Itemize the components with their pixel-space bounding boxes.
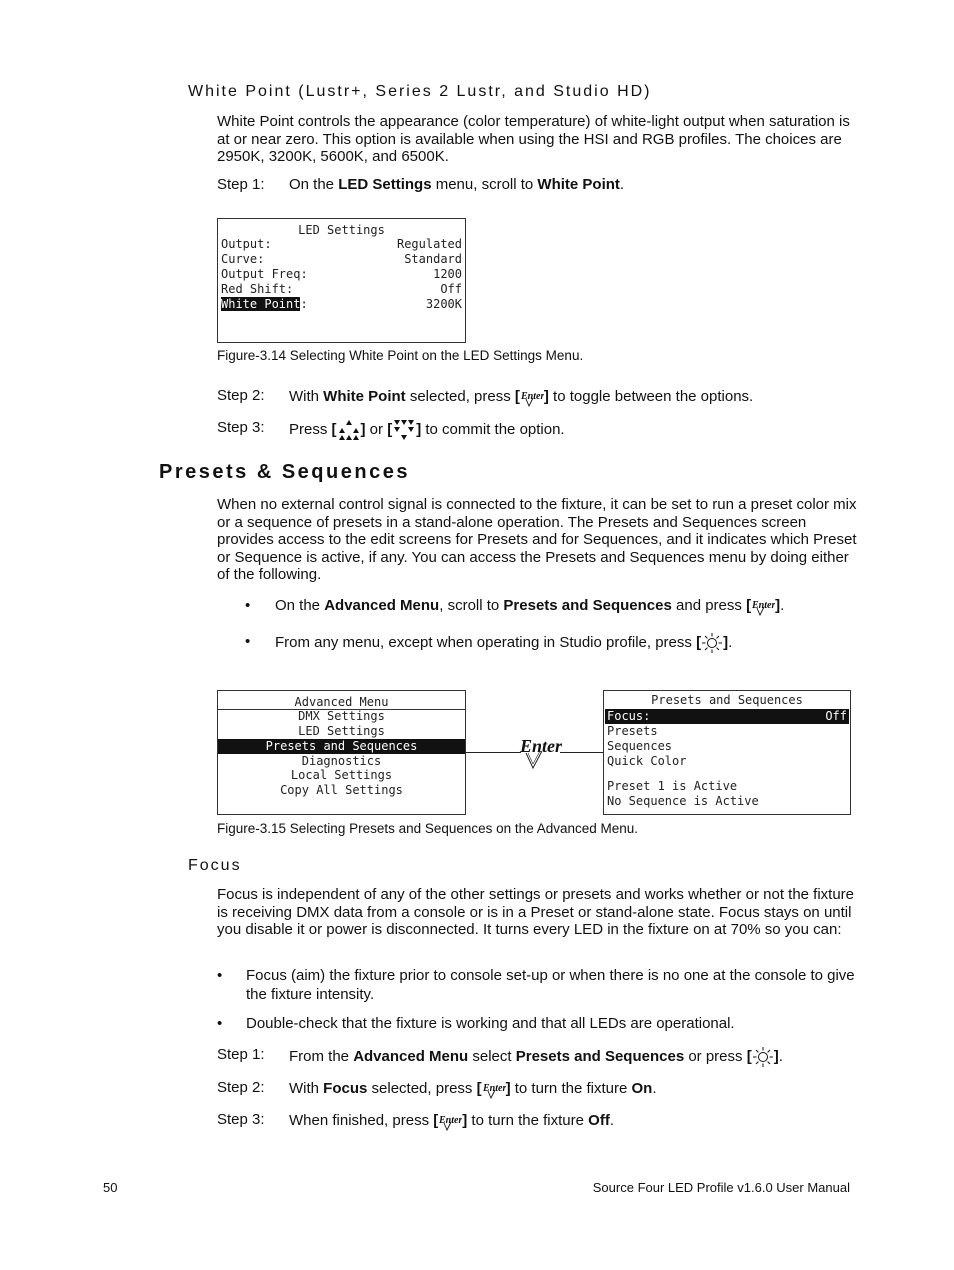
lcd-item-led-settings: LED Settings — [298, 724, 385, 738]
presets-sequences-heading: Presets & Sequences — [159, 461, 410, 483]
advanced-menu-lcd — [217, 690, 466, 815]
lcd-item-quick-color: Quick Color — [607, 754, 687, 768]
enter-key-icon — [520, 387, 544, 407]
bullet-text: Focus (aim) the fixture prior to console set-up or when there is no one at the console to give the fixture intensity. — [246, 967, 855, 1003]
focus-heading: Focus — [188, 857, 242, 874]
bullet-dot: • — [245, 597, 251, 614]
presets-bullet-1 — [245, 596, 855, 616]
focus-bullet-1 — [217, 966, 857, 1004]
focus-paragraph: Focus is independent of any of the other settings or presets and works whether or not the fixture is receiving DMX data from a console or is in a Preset or stand-alone state. Focus stays on until you disable it or power is disconnected. It turns every LED in the fixture on at 70% so you can: — [217, 886, 855, 939]
step-text: When finished, press [ Enter ] to turn the fixture Off. — [289, 1111, 614, 1131]
step-label: Step 1: — [217, 1046, 265, 1063]
svg-text:Enter: Enter — [520, 391, 544, 402]
bullet-dot: • — [245, 633, 251, 650]
enter-key-icon: Enter — [518, 736, 562, 770]
lcd-item-copy-all-settings: Copy All Settings — [280, 783, 403, 797]
presets-and-sequences-lcd — [603, 690, 851, 815]
step-label: Step 2: — [217, 1079, 265, 1096]
down-arrow-key-icon — [392, 419, 416, 441]
focus-step-3 — [217, 1111, 857, 1131]
manual-title: Source Four LED Profile v1.6.0 User Manual — [592, 1180, 850, 1195]
bullet-dot: • — [217, 967, 223, 984]
step-text: On the LED Settings menu, scroll to White Point. — [289, 176, 625, 193]
lcd-row-red-shift: Red Shift: Off — [221, 282, 462, 296]
white-point-step-3 — [217, 419, 857, 441]
step-text: From the Advanced Menu select Presets and Sequences or press [ ]. — [289, 1046, 783, 1068]
presets-bullet-2 — [245, 632, 855, 654]
enter-key-icon — [482, 1079, 506, 1099]
step-label: Step 3: — [217, 1111, 265, 1128]
lcd-status-preset: Preset 1 is Active — [607, 779, 738, 793]
enter-key-icon — [438, 1111, 462, 1131]
white-point-paragraph: White Point controls the appearance (color temperature) of white-light output when saturation is at or near zero. This option is available when using the HSI and RGB profiles. The choices are 2950K, 3200K, 5600K, and 6500K. — [217, 113, 850, 166]
lcd-row-focus: Focus: Off — [607, 709, 847, 723]
white-point-heading: White Point (Lustr+, Series 2 Lustr, and Studio HD) — [188, 83, 652, 100]
white-point-step-2 — [217, 387, 857, 407]
lcd-item-sequences: Sequences — [607, 739, 673, 753]
page-number: 50 — [103, 1180, 118, 1195]
highlighted-selection: White Point — [221, 297, 301, 311]
focus-bullet-2 — [217, 1014, 857, 1034]
lcd-status-sequence: No Sequence is Active — [607, 794, 759, 808]
led-settings-lcd — [217, 218, 466, 343]
lcd-title: Presets and Sequences — [651, 693, 803, 707]
lcd-row-output: Output: Regulated — [221, 237, 462, 251]
lcd-title: Advanced Menu — [294, 695, 389, 709]
connector-line-left — [466, 752, 521, 753]
focus-step-2 — [217, 1079, 857, 1099]
focus-step-1 — [217, 1046, 857, 1068]
lcd-row-output-freq: Output Freq: 1200 — [221, 267, 462, 281]
up-arrow-key-icon — [337, 419, 361, 441]
bullet-text: On the Advanced Menu, scroll to Presets and Sequences and press [ Enter ]. — [275, 596, 784, 616]
presets-paragraph: When no external control signal is connected to the fixture, it can be set to run a preset color mix or a sequence of presets in a stand-alone operation. The Presets and Sequences screen provides access to the edit screens for Presets and for Sequences, and it indicates which Preset or Sequence is active, if any. You can access the Presets and Sequences menu by doing either of the following. — [217, 496, 857, 584]
lcd-item-local-settings: Local Settings — [290, 768, 393, 782]
step-label: Step 3: — [217, 419, 265, 436]
lcd-item-presets-and-sequences: Presets and Sequences — [218, 739, 465, 754]
svg-text:Enter: Enter — [439, 1115, 463, 1126]
bullet-text: From any menu, except when operating in Studio profile, press [ ]. — [275, 632, 732, 654]
figure-3-14-caption: Figure-3.14 Selecting White Point on the LED Settings Menu. — [217, 348, 584, 363]
white-point-step-1 — [217, 176, 857, 194]
step-label: Step 1: — [217, 176, 265, 193]
focus-sun-key-icon — [701, 632, 723, 654]
bullet-text: Double-check that the fixture is working and that all LEDs are operational. — [246, 1015, 735, 1032]
figure-3-15-caption: Figure-3.15 Selecting Presets and Sequences on the Advanced Menu. — [217, 821, 639, 836]
svg-text:Enter: Enter — [752, 600, 776, 612]
connector-line-right — [560, 752, 603, 753]
lcd-item-diagnostics: Diagnostics — [301, 754, 382, 768]
focus-sun-key-icon — [752, 1046, 774, 1068]
step-text: With Focus selected, press [ Enter ] to turn the fixture On. — [289, 1079, 657, 1099]
lcd-row-white-point: White Point: 3200K — [221, 297, 462, 311]
svg-text:Enter: Enter — [482, 1083, 506, 1094]
lcd-item-dmx-settings: DMX Settings — [298, 709, 385, 723]
step-label: Step 2: — [217, 387, 265, 404]
step-text: With White Point selected, press [ Enter ] to toggle between the options. — [289, 387, 753, 407]
lcd-row-curve: Curve: Standard — [221, 252, 462, 266]
step-text: Press [ ] or [ ] to commit the option. — [289, 419, 565, 441]
bullet-dot: • — [217, 1015, 223, 1032]
lcd-title: LED Settings — [298, 223, 385, 237]
enter-key-icon — [751, 596, 775, 616]
lcd-item-presets: Presets — [607, 724, 658, 738]
